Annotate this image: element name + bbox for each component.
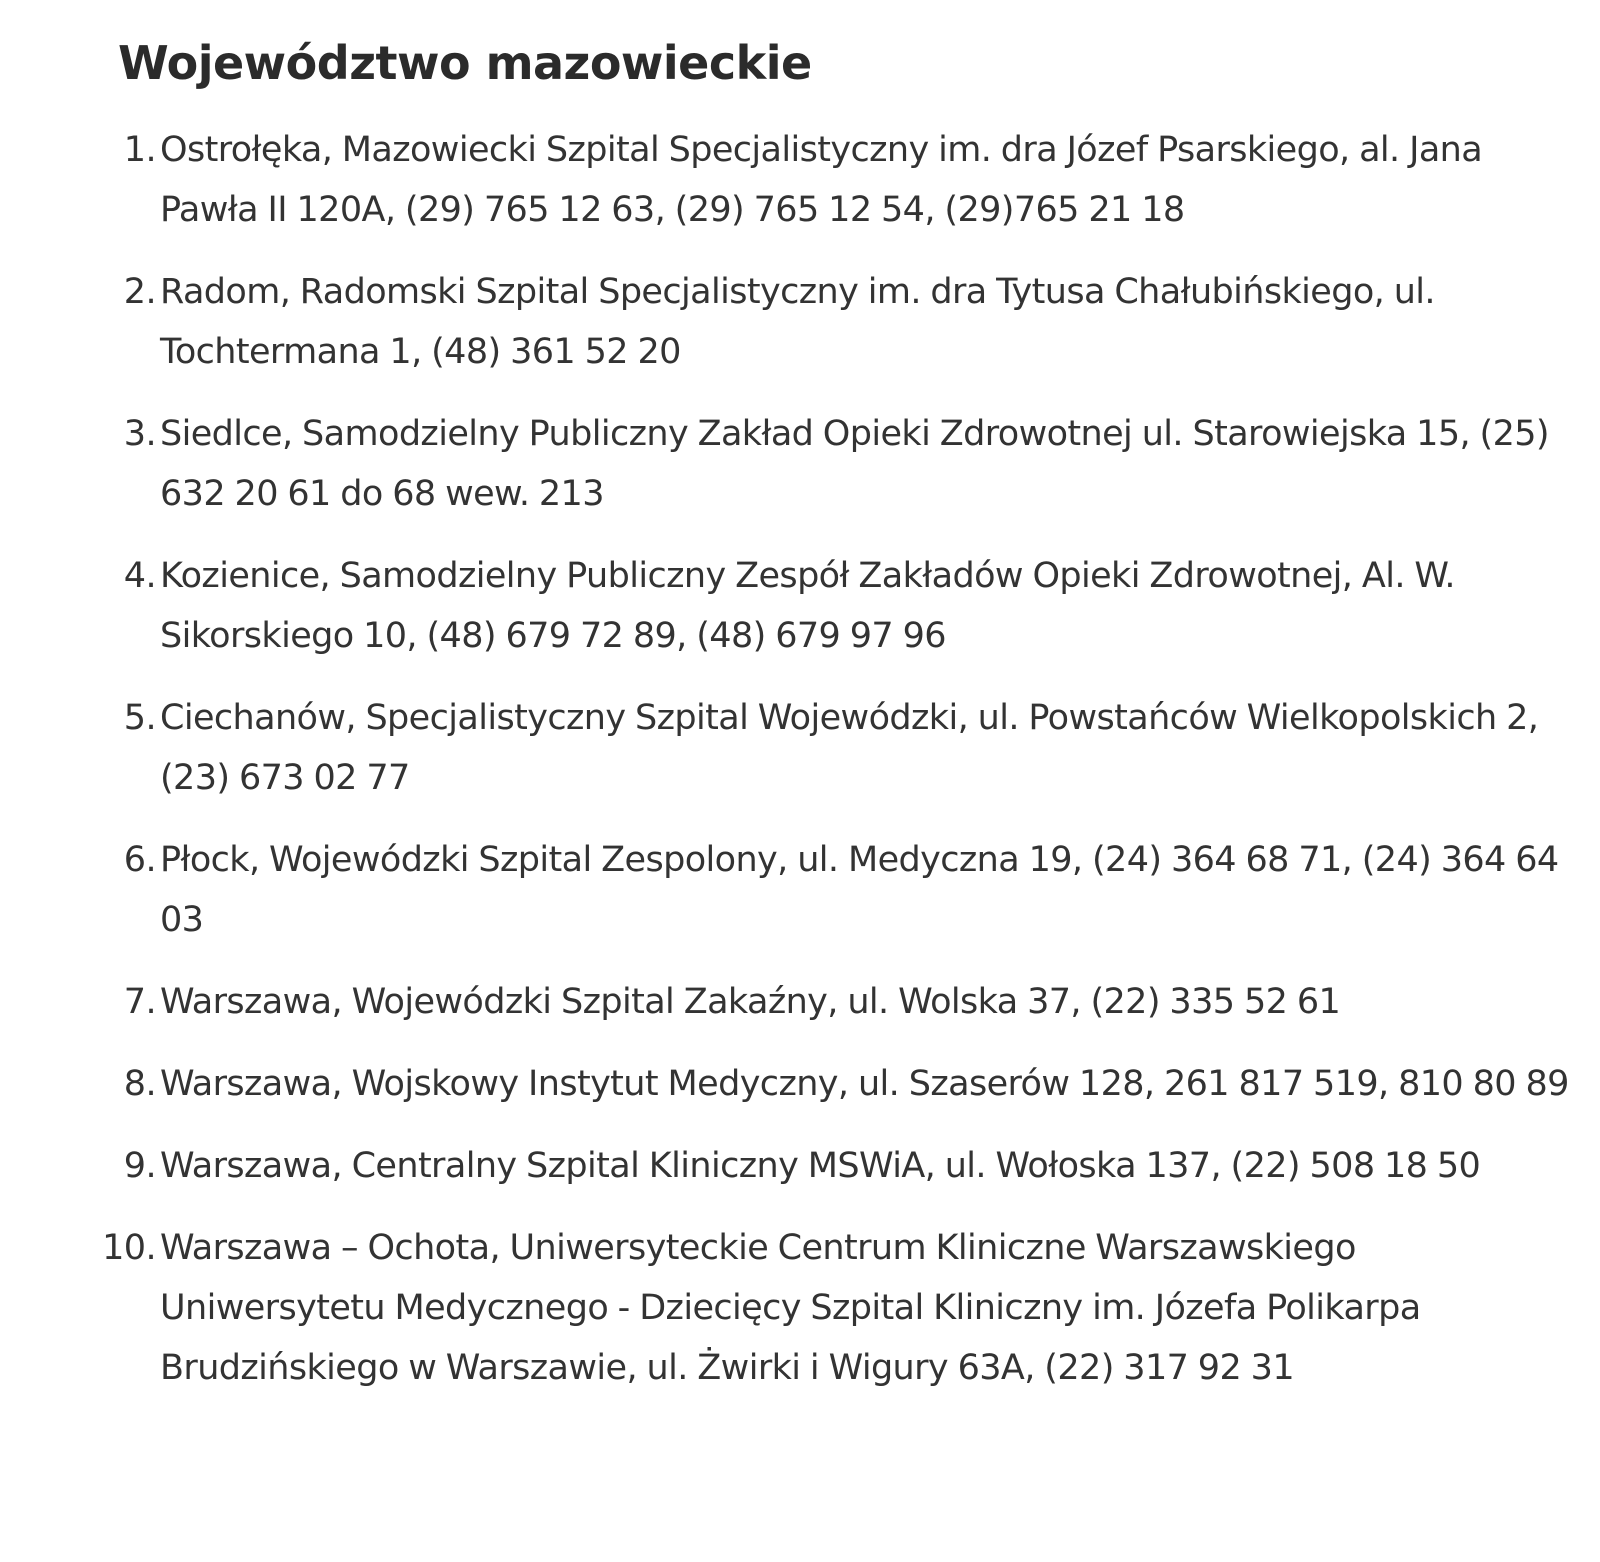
list-item-number: 4. <box>123 556 156 596</box>
list-item-number: 6. <box>123 840 156 880</box>
list-item <box>118 830 1588 950</box>
list-item-text: Kozienice, Samodzielny Publiczny Zespół Zakładów Opieki Zdrowotnej, Al. W. Sikorskiego 10, (48) 679 72 89, (48) 679 97 96 <box>160 556 1455 656</box>
list-item-text: Płock, Wojewódzki Szpital Zespolony, ul. Medyczna 19, (24) 364 68 71, (24) 364 64 03 <box>160 840 1559 940</box>
list-item <box>118 1136 1588 1196</box>
list-item-text: Siedlce, Samodzielny Publiczny Zakład Opieki Zdrowotnej ul. Starowiejska 15, (25) 632 20 61 do 68 wew. 213 <box>160 414 1549 514</box>
list-item-number: 9. <box>123 1146 156 1186</box>
article-content <box>102 28 1588 1420</box>
list-item-number: 10. <box>102 1228 156 1268</box>
list-item-text: Warszawa – Ochota, Uniwersyteckie Centrum Kliniczne Warszawskiego Uniwersytetu Medycznego - Dziecięcy Szpital Kliniczny im. Józefa Polikarpa Brudzińskiego w Warszawie, ul. Żwirki i Wigury 63A, (22) 317 92 31 <box>160 1228 1421 1388</box>
list-item <box>102 1218 1588 1398</box>
list-item-number: 3. <box>123 414 156 454</box>
list-item <box>118 404 1588 524</box>
list-item <box>118 688 1588 808</box>
list-item-text: Warszawa, Wojskowy Instytut Medyczny, ul. Szaserów 128, 261 817 519, 810 80 89 <box>160 1064 1569 1104</box>
list-item-number: 8. <box>123 1064 156 1104</box>
list-item-number: 1. <box>123 130 156 170</box>
list-item-number: 2. <box>123 272 156 312</box>
list-item <box>118 1054 1588 1114</box>
list-item <box>118 972 1588 1032</box>
list-item-text: Warszawa, Wojewódzki Szpital Zakaźny, ul. Wolska 37, (22) 335 52 61 <box>160 982 1341 1022</box>
list-item <box>118 262 1588 382</box>
list-item-number: 5. <box>123 698 156 738</box>
hospital-list <box>102 120 1588 1398</box>
list-item <box>118 546 1588 666</box>
list-item-number: 7. <box>123 982 156 1022</box>
list-item-text: Ostrołęka, Mazowiecki Szpital Specjalistyczny im. dra Józef Psarskiego, al. Jana Pawła II 120A, (29) 765 12 63, (29) 765 12 54, (29)765 21 18 <box>160 130 1483 230</box>
list-item-text: Ciechanów, Specjalistyczny Szpital Wojewódzki, ul. Powstańców Wielkopolskich 2, (23) 673 02 77 <box>160 698 1539 798</box>
list-item <box>118 120 1588 240</box>
list-item-text: Warszawa, Centralny Szpital Kliniczny MSWiA, ul. Wołoska 137, (22) 508 18 50 <box>160 1146 1481 1186</box>
list-item-text: Radom, Radomski Szpital Specjalistyczny im. dra Tytusa Chałubińskiego, ul. Tochtermana 1, (48) 361 52 20 <box>160 272 1435 372</box>
section-heading: Województwo mazowieckie <box>118 36 812 90</box>
